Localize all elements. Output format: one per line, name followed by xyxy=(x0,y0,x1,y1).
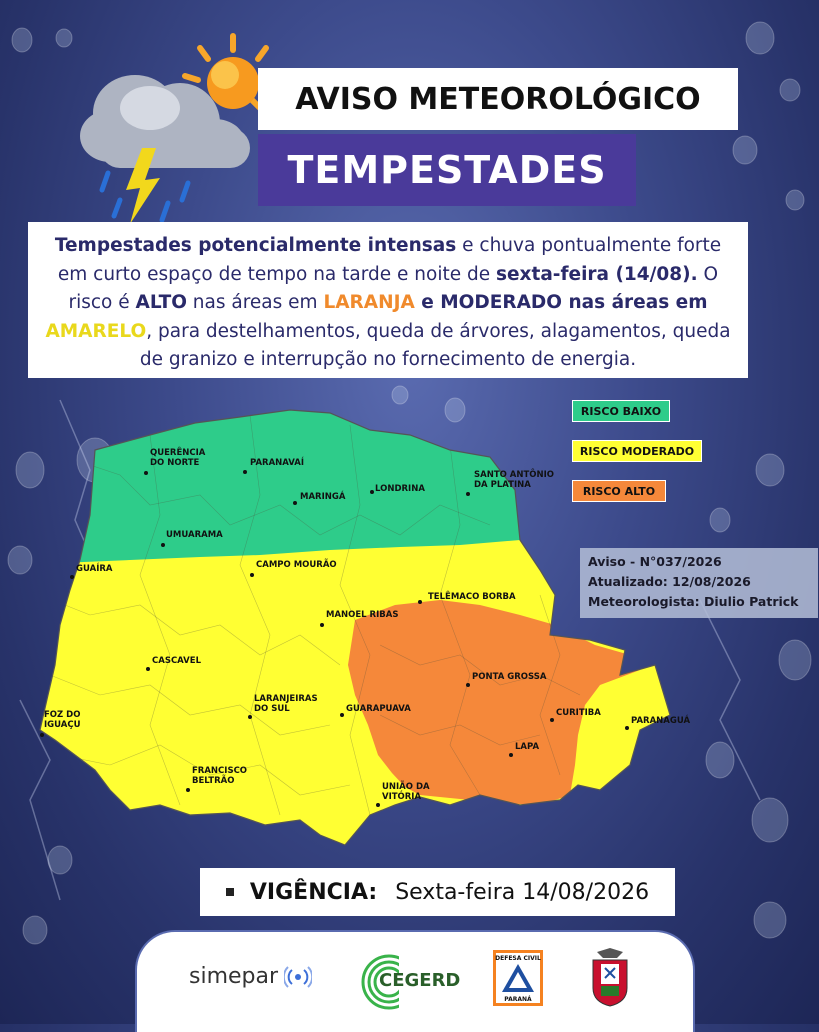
city-label: SANTO ANTÔNIO xyxy=(474,470,555,480)
city-label: DO SUL xyxy=(254,704,290,714)
city-label: VITÓRIA xyxy=(382,792,422,802)
defesa-civil-logo xyxy=(493,950,543,1006)
alert-description xyxy=(28,222,748,378)
alert-info-box xyxy=(580,548,818,618)
desc-risk-moderate: e MODERADO nas áreas em xyxy=(414,292,708,313)
city-label: BELTRÃO xyxy=(192,776,235,786)
simepar-wordmark: simepar xyxy=(189,964,279,989)
city-label: FOZ DO xyxy=(44,710,81,720)
alert-updated: Atualizado: 12/08/2026 xyxy=(588,574,751,589)
footer-logos xyxy=(135,930,695,1032)
simepar-logo xyxy=(189,964,312,989)
validity-bar xyxy=(200,868,675,916)
city-label: QUERÊNCIA xyxy=(150,448,206,458)
bullet-icon xyxy=(226,888,234,896)
page-title: AVISO METEOROLÓGICO xyxy=(258,68,738,130)
desc-date: sexta-feira (14/08). xyxy=(495,263,698,285)
alert-type-banner: TEMPESTADES xyxy=(258,134,636,206)
city-label: CURITIBA xyxy=(556,708,601,718)
city-label: PONTA GROSSA xyxy=(472,672,547,682)
cegerd-wordmark: CEGERD xyxy=(379,970,461,991)
risk-map xyxy=(0,395,819,870)
defesa-civil-bottom-text: PARANÁ xyxy=(504,996,532,1003)
desc-text: O risco é xyxy=(68,263,719,313)
desc-text: e chuva pontualmente forte em curto espaço de tempo na tarde e noite de xyxy=(57,235,722,285)
alert-number: Aviso - N°037/2026 xyxy=(588,554,722,569)
city-label: LAPA xyxy=(515,742,540,752)
city-label: PARANAVAÍ xyxy=(250,458,305,468)
legend-high: RISCO ALTO xyxy=(572,480,666,502)
alert-meteorologist: Meteorologista: Diulio Patrick xyxy=(588,594,799,609)
storm-cloud-sun-icon xyxy=(60,28,290,228)
city-label: MARINGÁ xyxy=(300,492,346,502)
city-label: LONDRINA xyxy=(375,484,425,494)
signal-icon xyxy=(284,966,312,988)
city-label: TELÊMACO BORBA xyxy=(428,592,516,602)
city-label: MANOEL RIBAS xyxy=(326,610,399,620)
zone-low xyxy=(0,395,819,565)
cegerd-logo xyxy=(359,950,459,1014)
desc-text: , para destelhamentos, queda de árvores, alagamentos, queda de granizo e interrupção no fornecimento de energia. xyxy=(139,320,731,370)
city-label: DO NORTE xyxy=(150,458,200,468)
parana-coat-of-arms-icon xyxy=(587,948,633,1008)
city-label: IGUAÇU xyxy=(44,720,81,730)
city-label: CASCAVEL xyxy=(152,656,201,666)
city-label: FRANCISCO xyxy=(192,766,248,776)
validity-value: Sexta-feira 14/08/2026 xyxy=(395,879,650,905)
city-label: UNIÃO DA xyxy=(382,782,430,792)
validity-label: VIGÊNCIA: xyxy=(249,879,378,905)
city-label: GUAÍRA xyxy=(76,564,113,574)
city-label: GUARAPUAVA xyxy=(346,704,411,714)
defesa-civil-top-text: DEFESA CIVIL xyxy=(495,955,541,962)
desc-risk-high: ALTO xyxy=(135,292,187,313)
legend-moderate: RISCO MODERADO xyxy=(572,440,702,462)
city-label: PARANAGUÁ xyxy=(631,716,691,726)
city-label: CAMPO MOURÃO xyxy=(256,560,337,570)
legend-low: RISCO BAIXO xyxy=(572,400,670,422)
desc-orange: LARANJA xyxy=(323,292,415,313)
city-label: UMUARAMA xyxy=(166,530,223,540)
desc-text: nas áreas em xyxy=(186,292,324,313)
city-label: DA PLATINA xyxy=(474,480,531,490)
desc-highlight: Tempestades potencialmente intensas xyxy=(54,235,457,256)
city-label: LARANJEIRAS xyxy=(254,694,318,704)
desc-yellow: AMARELO xyxy=(45,320,147,342)
